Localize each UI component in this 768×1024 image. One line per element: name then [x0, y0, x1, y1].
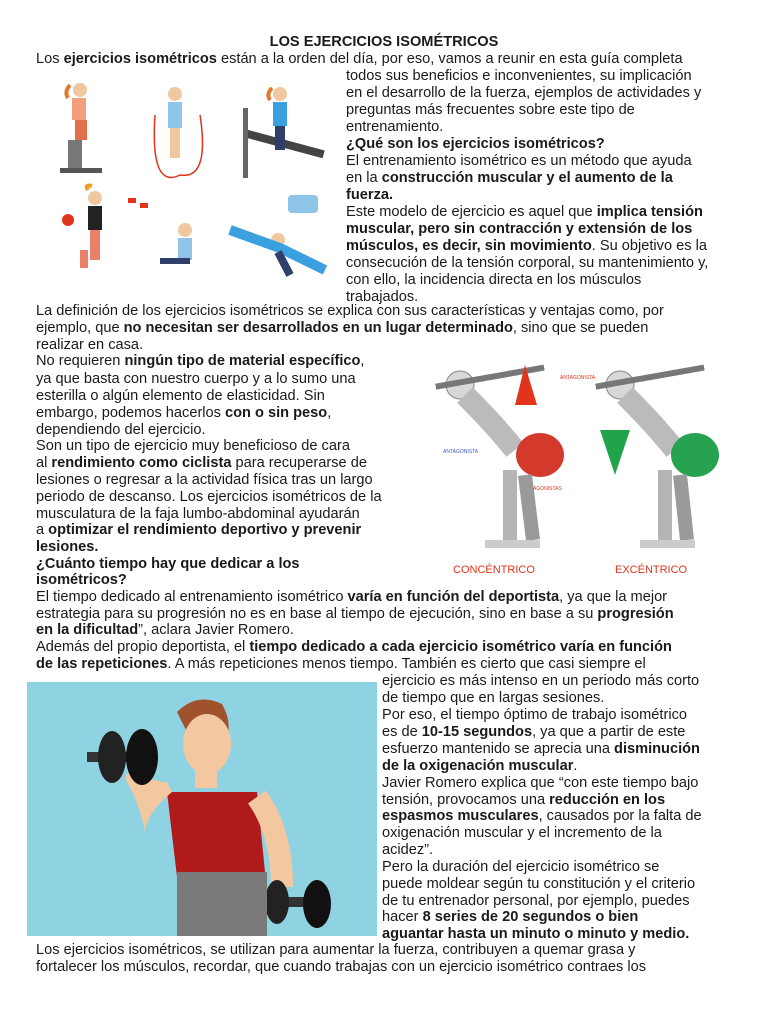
text-segment: estrategia para su progresión no es en base al tiempo de ejecución, sino en base a su [36, 606, 598, 622]
bold-text: varía en función del deportista [347, 589, 560, 605]
text-line [382, 775, 698, 792]
text-line [36, 371, 356, 388]
text-segment: musculatura de la faja lumbo-abdominal ayudarán [36, 506, 360, 522]
text-segment: lesiones o regresar a la actividad física tras un largo [36, 472, 373, 488]
text-line [36, 472, 373, 489]
text-segment: trabajados. [346, 289, 419, 305]
bold-text: muscular, pero sin contracción y extensión de los [346, 221, 693, 237]
text-segment: ejercicio es más intenso en un periodo más corto [382, 673, 700, 689]
text-line [382, 758, 577, 775]
bold-text: músculos, es decir, sin movimiento [346, 238, 592, 254]
text-segment: ejemplo, que [36, 320, 124, 336]
text-line [36, 455, 367, 472]
stretch-figure [230, 230, 325, 275]
text-segment: es de [382, 724, 422, 740]
text-segment: . Su objetivo es la [591, 238, 707, 254]
bold-text: disminución [614, 741, 700, 757]
text-line [36, 556, 300, 573]
text-line [382, 673, 699, 690]
text-line [346, 238, 707, 255]
text-segment: al [36, 455, 52, 471]
text-line [36, 388, 325, 405]
text-line [346, 136, 605, 153]
concentric-figure [435, 365, 564, 548]
text-line [36, 489, 382, 506]
text-segment: periodo de descanso. Los ejercicios isométricos de la [36, 489, 382, 505]
text-segment: La definición de los ejercicios isométricos se explica con sus características y ventajas como, por [36, 303, 664, 319]
bold-text: fuerza. [346, 187, 394, 203]
bold-text: no necesitan ser desarrollados en un lugar determinado [123, 320, 513, 336]
bold-text: progresión [597, 606, 674, 622]
text-line [346, 187, 393, 204]
text-segment: ya que basta con nuestro cuerpo y a lo sumo una [36, 371, 356, 387]
text-line [382, 690, 604, 707]
text-segment: Este modelo de ejercicio es aquel que [346, 204, 597, 220]
text-line [346, 102, 635, 119]
text-line [36, 942, 635, 959]
bold-text: 10-15 segundos [421, 724, 533, 740]
dumbbell-curl-illustration [27, 682, 377, 936]
text-line [36, 656, 646, 673]
boxing-figure [62, 186, 102, 269]
text-line [382, 876, 695, 893]
text-line [346, 221, 692, 238]
text-segment: , ya que a partir de este [532, 724, 686, 740]
text-line [382, 741, 700, 758]
eccentric-figure [595, 365, 719, 548]
text-segment: en la [346, 170, 382, 186]
text-line [36, 405, 331, 422]
text-segment: esterilla o algún elemento de elasticidad. Sin [36, 388, 325, 404]
text-segment: . A más repeticiones menos tiempo. También es cierto que casi siempre el [167, 656, 646, 672]
text-line [36, 303, 664, 320]
bold-text: reducción en los [549, 792, 666, 808]
eccentric-caption: EXCÉNTRICO [615, 564, 688, 576]
text-segment: Además del propio deportista, el [36, 639, 250, 655]
text-line [36, 539, 98, 556]
crunch-figure [160, 223, 192, 264]
bold-text: ejercicios isométricos [63, 51, 217, 67]
text-line [36, 622, 294, 639]
down-arrow-icon [600, 430, 630, 475]
bold-text: lesiones. [36, 539, 99, 555]
bold-text: isométricos? [36, 572, 127, 588]
text-line [346, 204, 703, 221]
text-segment: con ello, la incidencia directa en los músculos [346, 272, 642, 288]
text-line [346, 119, 443, 136]
text-segment: a [36, 522, 49, 538]
text-line [382, 893, 690, 910]
text-line [346, 255, 708, 272]
text-line [382, 926, 689, 943]
text-line [382, 808, 702, 825]
text-segment: ”, aclara Javier Romero. [138, 622, 294, 638]
text-segment: tensión, provocamos una [382, 792, 550, 808]
text-segment: , [360, 353, 365, 369]
text-segment: embargo, podemos hacerlos [36, 405, 226, 421]
text-segment: Los ejercicios isométricos, se utilizan para aumentar la fuerza, contribuyen a quemar grasa y [36, 942, 636, 958]
text-segment: oxigenación muscular y el incremento de la [382, 825, 662, 841]
bold-text: rendimiento como ciclista [51, 455, 232, 471]
bold-text: implica tensión [596, 204, 703, 220]
bold-text: de la oxigenación muscular [382, 758, 574, 774]
text-line [346, 170, 673, 187]
text-segment: en el desarrollo de la fuerza, ejemplos de actividades y [346, 85, 702, 101]
antagonist-label-top: ANTAGONISTA [560, 375, 596, 381]
bold-text: ¿Qué son los ejercicios isométricos? [346, 136, 605, 152]
text-segment: , sino que se pueden [512, 320, 649, 336]
text-segment: de tiempo que en largas sesiones. [382, 690, 605, 706]
text-line [346, 85, 701, 102]
text-segment: hacer [382, 909, 423, 925]
text-line [382, 724, 685, 741]
bold-text: con o sin peso [225, 405, 328, 421]
bold-text: de las repeticiones [36, 656, 168, 672]
text-line [346, 153, 692, 170]
text-segment: Los [36, 51, 64, 67]
bold-text: construcción muscular y el aumento de la [381, 170, 673, 186]
bold-text: ningún tipo de material específico [124, 353, 361, 369]
text-line [36, 506, 360, 523]
text-line [346, 272, 641, 289]
text-segment: acidez”. [382, 842, 434, 858]
treadmill-figure [243, 87, 325, 178]
text-segment: todos sus beneficios e inconvenientes, su implicación [346, 68, 692, 84]
text-line [36, 639, 672, 656]
text-segment: Javier Romero explica que “con este tiempo bajo [382, 775, 699, 791]
bold-text: en la dificultad [36, 622, 139, 638]
text-segment: consecución de la tensión corporal, su mantenimiento y, [346, 255, 709, 271]
bold-text: tiempo dedicado a cada ejercicio isométrico varía en función [249, 639, 672, 655]
text-segment: . [573, 758, 578, 774]
text-segment: El entrenamiento isométrico es un método que ayuda [346, 153, 692, 169]
text-line [36, 422, 206, 439]
text-segment: Pero la duración del ejercicio isométrico se [382, 859, 660, 875]
text-line [36, 438, 350, 455]
agonist-label: AGONISTAS [533, 486, 562, 492]
stationary-bike-figure [60, 83, 102, 173]
jump-rope-figure [154, 87, 202, 178]
text-line [36, 589, 667, 606]
text-segment: , [327, 405, 332, 421]
text-line [36, 522, 361, 539]
antagonist-label-mid: ANTAGONISTA [443, 449, 479, 455]
text-segment: para recuperarse de [231, 455, 367, 471]
text-line [382, 859, 659, 876]
muscle-contraction-diagram [415, 355, 735, 580]
exercise-illustrations [40, 80, 340, 280]
concentric-caption: CONCÉNTRICO [453, 564, 535, 576]
bold-text: espasmos musculares [382, 808, 539, 824]
text-segment: , causados por la falta de [538, 808, 702, 824]
dumbbells-icon [128, 198, 148, 208]
text-line [36, 353, 364, 370]
bold-text: ¿Cuánto tiempo hay que dedicar a los [36, 556, 300, 572]
text-segment: Por eso, el tiempo óptimo de trabajo isométrico [382, 707, 687, 723]
text-line [382, 707, 687, 724]
text-segment: preguntas más frecuentes sobre este tipo de [346, 102, 635, 118]
document-title: LOS EJERCICIOS ISOMÉTRICOS [269, 34, 499, 50]
text-line [382, 825, 662, 842]
text-segment: Son un tipo de ejercicio muy beneficioso de cara [36, 438, 350, 454]
text-segment: de tu entrenador personal, por ejemplo, puedes [382, 893, 690, 909]
text-segment: No requieren [36, 353, 125, 369]
text-line [36, 51, 683, 68]
text-line [36, 320, 648, 337]
text-line [36, 606, 674, 623]
text-segment: puede moldear según tu constitución y el criterio [382, 876, 696, 892]
text-line [382, 792, 665, 809]
text-line [382, 842, 433, 859]
text-segment: realizar en casa. [36, 337, 144, 353]
text-line [382, 909, 638, 926]
text-line [36, 959, 646, 976]
text-segment: entrenamiento. [346, 119, 444, 135]
text-line [36, 572, 127, 589]
text-segment: fortalecer los músculos, recordar, que cuando trabajas con un ejercicio isométrico contraes los [36, 959, 646, 975]
bold-text: optimizar el rendimiento deportivo y prevenir [48, 522, 362, 538]
text-segment: dependiendo del ejercicio. [36, 422, 206, 438]
text-line [36, 337, 143, 354]
bold-text: aguantar hasta un minuto o minuto y medio. [382, 926, 690, 942]
text-segment: están a la orden del día, por eso, vamos a reunir en esta guía completa [216, 51, 683, 67]
text-segment: esfuerzo mantenido se aprecia una [382, 741, 615, 757]
text-segment: , ya que la mejor [559, 589, 668, 605]
text-line [346, 68, 692, 85]
bold-text: 8 series de 20 segundos o bien [422, 909, 639, 925]
text-segment: El tiempo dedicado al entrenamiento isométrico [36, 589, 348, 605]
scale-icon [288, 195, 318, 213]
